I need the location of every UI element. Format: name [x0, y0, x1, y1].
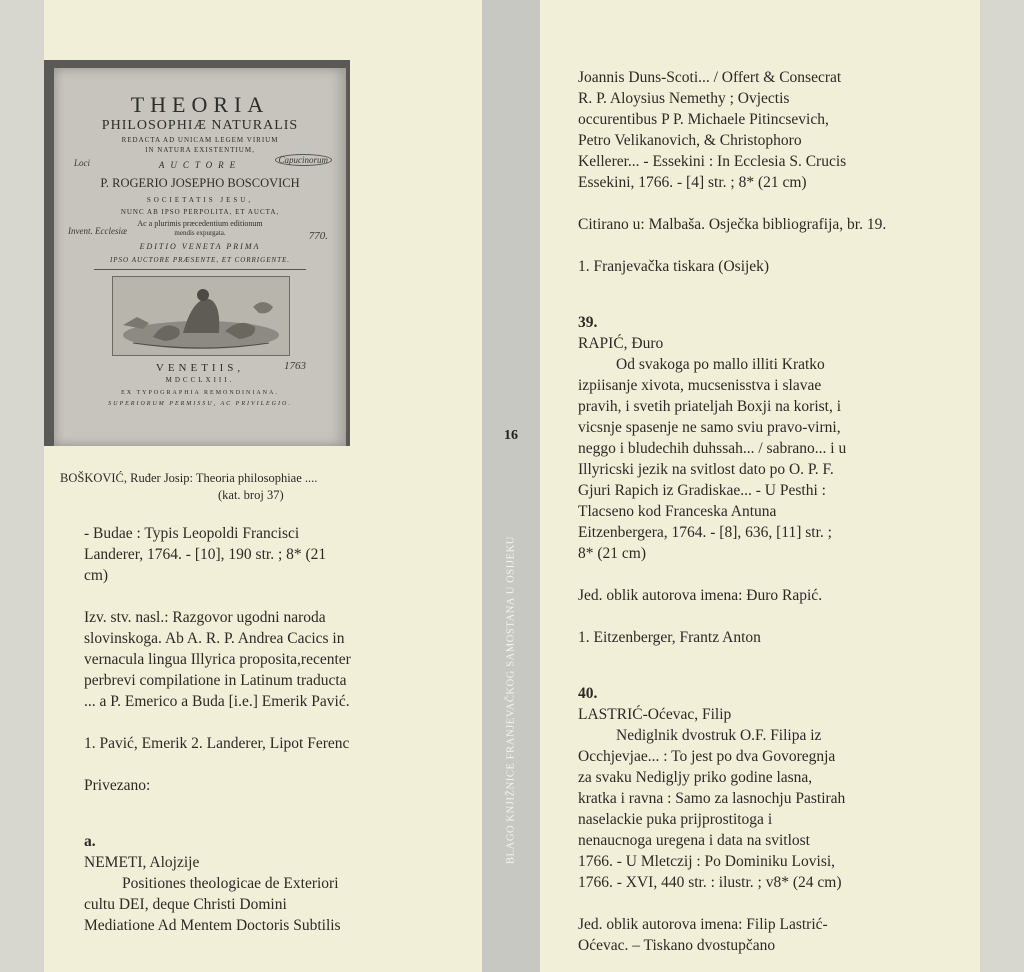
tp-title: THEORIA: [130, 92, 270, 117]
entry-40-name-form: [578, 914, 918, 956]
text-line: vernacula lingua Illyrica proposita,recenter: [84, 651, 351, 668]
text-line: Illyricski jezik na svitlost dato po O. P. F.: [578, 461, 834, 478]
tp-ipso: IPSO AUCTORE PRÆSENTE, ET CORRIGENTE.: [109, 256, 291, 264]
engraved-vignette: [112, 276, 290, 356]
text-line: Nediglnik dvostruk O.F. Filipa iz: [616, 727, 822, 744]
title-page: [54, 68, 346, 446]
text-line: R. P. Aloysius Nemethy ; Ovjectis: [578, 90, 790, 107]
text-line: Od svakoga po mallo illiti Kratko: [616, 356, 825, 373]
text-line: Landerer, 1764. - [10], 190 str. ; 8* (21: [84, 546, 327, 563]
text-line: occurentibus P P. Michaele Pitincsevich,: [578, 111, 829, 128]
text-line: Joannis Duns-Scoti... / Offert & Consecrat: [578, 69, 842, 86]
tp-nunc: NUNC AB IPSO PERPOLITA, ET AUCTA,: [120, 208, 280, 216]
text-line: Eitzenbergera, 1764. - [8], 636, [11] str. ;: [578, 524, 832, 541]
item-title: [84, 873, 414, 936]
text-line: pravih, i svetih priateljah Boxji na korist, i: [578, 398, 842, 415]
handwritten-inventory: Invent. Ecclesiæ: [68, 226, 127, 236]
text-line: cm): [84, 567, 109, 584]
continuation-text: [578, 67, 918, 193]
left-body-text: [84, 523, 414, 936]
image-caption: [60, 470, 360, 504]
caption-line1: BOŠKOVIĆ, Ruđer Josip: Theoria philosophiae ....: [60, 471, 318, 485]
book-title-page-photo: [44, 60, 350, 446]
text-line: Gjuri Rapich iz Gradiskae... - U Pesthi :: [578, 482, 826, 499]
left-page: [44, 0, 482, 972]
text-line: Mediatione Ad Mentem Doctoris Subtilis: [84, 917, 341, 934]
text-line: Kellerer... - Essekini : In Ecclesia S. Crucis: [578, 153, 847, 170]
tp-rule: [94, 269, 306, 270]
entry-39-index: 1. Eitzenberger, Frantz Anton: [578, 629, 761, 646]
text-line: Petro Velikanovich, & Christophoro: [578, 132, 802, 149]
text-line: 1766. - U Mletczij : Po Dominiku Lovisi,: [578, 853, 836, 870]
tp-editio: EDITIO VENETA PRIMA: [139, 242, 261, 251]
text-line: perbrevi compilatione in Latinum traducta: [84, 672, 347, 689]
entry-39-name-form: Jed. oblik autorova imena: Đuro Rapić.: [578, 587, 823, 604]
text-line: izpiisanje xivota, mucsenisstva i slavae: [578, 377, 822, 394]
text-line: 1766. - XVI, 440 str. : ilustr. ; v8* (24 cm): [578, 874, 842, 891]
text-line: - Budae : Typis Leopoldi Francisci: [84, 525, 300, 542]
tp-venetiis: VENETIIS,: [155, 362, 245, 374]
text-line: vicsnje spasenje ne samo sviu pravo-virni,: [578, 419, 841, 436]
tp-typography: EX TYPOGRAPHIA REMONDINIANA.: [121, 390, 279, 396]
text-line: nenaucnoga uregena i data na svitlost: [578, 832, 810, 849]
continuation-text: [84, 523, 414, 586]
text-line: Jed. oblik autorova imena: Filip Lastrić-: [578, 916, 828, 933]
text-line: Tlacseno kod Franceska Antuna: [578, 503, 777, 520]
entry-39-author: RAPIĆ, Đuro: [578, 335, 664, 352]
text-line: ... a P. Emerico a Buda [i.e.] Emerik Pavić.: [84, 693, 350, 710]
spine-text: BLAGO KNJIŽNICE FRANJEVAČKOG SAMOSTANA U OSIJEKU: [505, 536, 517, 864]
tp-society: SOCIETATIS JESU,: [146, 196, 254, 204]
source-title-note: [84, 607, 414, 712]
vignette-illustration: [113, 277, 289, 355]
handwritten-capucinorum: Capucinorum: [275, 154, 333, 166]
entry-39-title: [578, 354, 918, 564]
page-gutter: [482, 0, 540, 972]
text-line: Essekini, 1766. - [4] str. ; 8* (21 cm): [578, 174, 807, 191]
tp-subtitle: PHILOSOPHIÆ NATURALIS: [101, 118, 299, 133]
text-line: cultu DEI, deque Christi Domini: [84, 896, 287, 913]
right-margin: [980, 0, 1024, 972]
text-line: Izv. stv. nasl.: Razgovor ugodni naroda: [84, 609, 326, 626]
text-line: slovinskoga. Ab A. R. P. Andrea Cacics in: [84, 630, 345, 647]
item-letter: a.: [84, 833, 96, 850]
text-line: Positiones theologicae de Exteriori: [122, 875, 339, 892]
bound-with-label: Privezano:: [84, 777, 151, 794]
tp-line2: IN NATURA EXISTENTIUM,: [145, 146, 255, 154]
tp-line1: REDACTA AD UNICAM LEGEM VIRIUM: [121, 136, 279, 144]
text-line: kratka i ravna : Samo za lasnochju Pastirah: [578, 790, 846, 807]
tp-author: P. ROGERIO JOSEPHO BOSCOVICH: [100, 176, 300, 190]
caption-line2: (kat. broj 37): [218, 488, 284, 502]
entry-number-40: 40.: [578, 685, 598, 702]
entry-number-39: 39.: [578, 314, 598, 331]
tp-ac: Ac a plurimis præcedentium editionum: [137, 219, 263, 228]
entry-40-title: [578, 725, 918, 893]
text-line: neggo i bludechih duhssah... / sabrano... i u: [578, 440, 847, 457]
spine-label: [497, 500, 525, 900]
handwritten-loci: Loci: [74, 158, 91, 168]
entry-40-author: LASTRIĆ-Oćevac, Filip: [578, 706, 732, 723]
item-author: NEMETI, Alojzije: [84, 854, 200, 871]
text-line: Occhjevjae... : To jest po dva Govoregnja: [578, 748, 836, 765]
text-line: 8* (21 cm): [578, 545, 647, 562]
tp-auctore: AUCTORE: [158, 160, 242, 170]
tp-mendis: mendis expurgata.: [174, 229, 226, 237]
handwritten-year: 1763: [284, 360, 306, 372]
index-entries: 1. Franjevačka tiskara (Osijek): [578, 258, 770, 275]
page-number: 16: [504, 428, 518, 443]
text-line: Oćevac. – Tiskano dvostupčano: [578, 937, 776, 954]
right-body-text: [578, 67, 918, 956]
tp-year: MDCCLXIII.: [165, 376, 235, 384]
right-page: [540, 0, 980, 972]
citation: Citirano u: Malbaša. Osječka bibliografija, br. 19.: [578, 216, 887, 233]
index-entries: 1. Pavić, Emerik 2. Landerer, Lipot Ferenc: [84, 735, 350, 752]
text-line: za svaku Nedigljy priko godine lasna,: [578, 769, 813, 786]
left-margin: [0, 0, 44, 972]
tp-superiorum: SUPERIORUM PERMISSU, AC PRIVILEGIO.: [108, 401, 292, 407]
text-line: naselackie puka prijprostitoga i: [578, 811, 773, 828]
handwritten-number: 770.: [308, 230, 328, 242]
